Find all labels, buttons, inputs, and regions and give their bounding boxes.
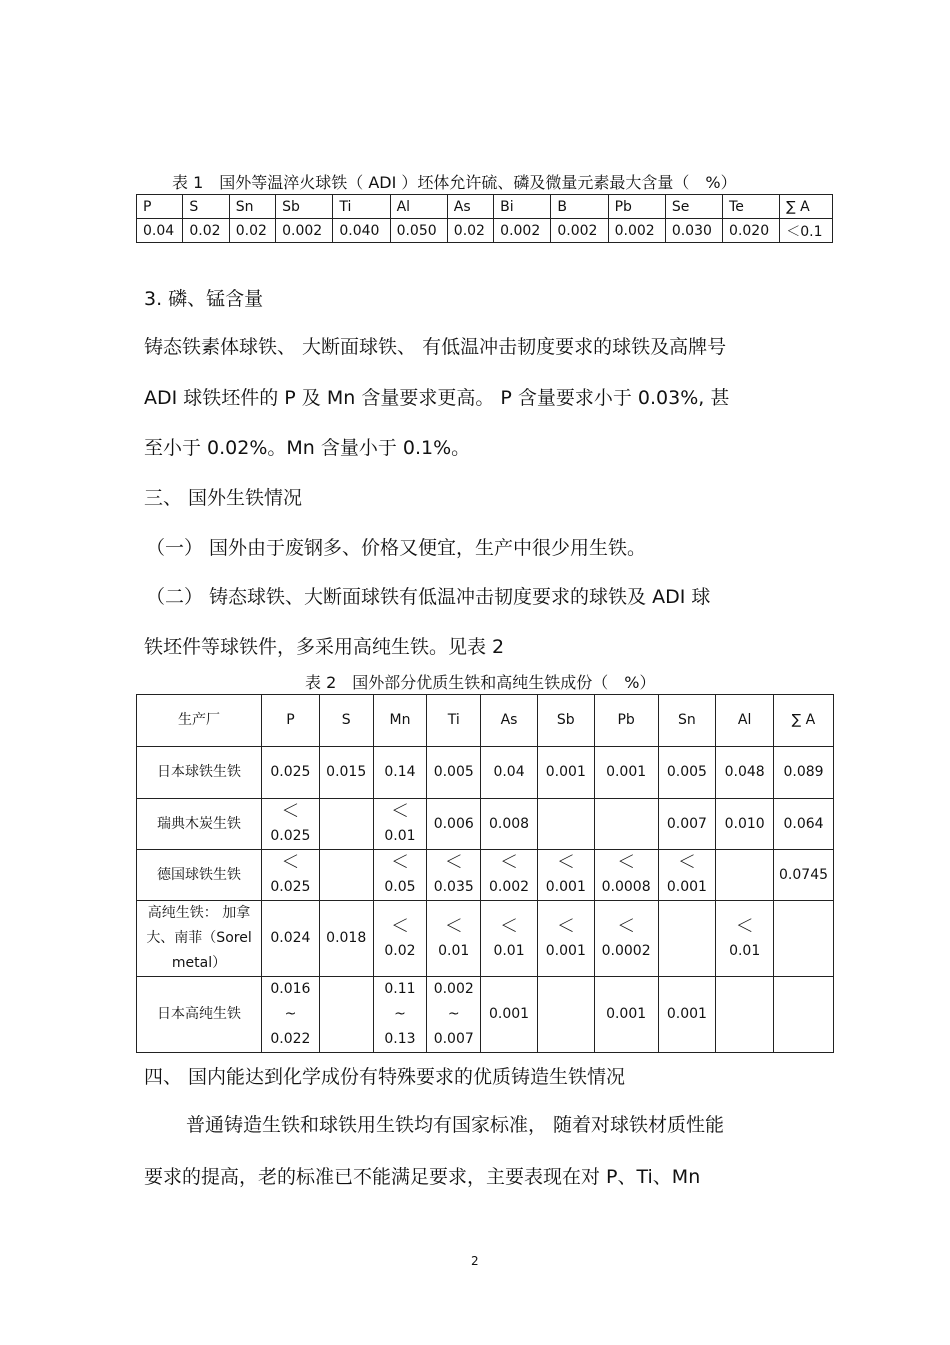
table2-value-cell bbox=[319, 850, 373, 901]
table2-value-cell: 0.11 ~ 0.13 bbox=[373, 977, 427, 1053]
table1-value-cell: 0.030 bbox=[665, 219, 722, 243]
table2-value-cell: 0.001 bbox=[537, 747, 594, 799]
table1-header-cell: Sb bbox=[276, 195, 333, 219]
table1-header-cell: Ti bbox=[333, 195, 390, 219]
table2-value-cell: 0.064 bbox=[774, 799, 834, 850]
table1-header-cell: Sn bbox=[229, 195, 275, 219]
table1-header-cell: Pb bbox=[608, 195, 665, 219]
table2-value-cell: 0.0745 bbox=[774, 850, 834, 901]
table2-value-cell: 0.001 bbox=[594, 747, 658, 799]
table2-value-cell bbox=[774, 977, 834, 1053]
table1-value-cell: 0.002 bbox=[494, 219, 551, 243]
table1-value-cell: ＜0.1 bbox=[780, 219, 833, 243]
table2-producer-cell: 德国球铁生铁 bbox=[137, 850, 262, 901]
table2-row bbox=[137, 747, 834, 799]
table2-value-cell: ＜ 0.01 bbox=[481, 901, 538, 977]
section-three-heading: 三、 国外生铁情况 bbox=[144, 487, 303, 509]
table2-value-cell: ＜ 0.002 bbox=[481, 850, 538, 901]
section-four-line1: 普通铸造生铁和球铁用生铁均有国家标准， 随着对球铁材质性能 bbox=[186, 1114, 725, 1136]
page-number: 2 bbox=[471, 1254, 479, 1268]
table1-value-cell: 0.050 bbox=[390, 219, 447, 243]
table2-value-cell: ＜ 0.0002 bbox=[594, 901, 658, 977]
table1-header-cell: Se bbox=[665, 195, 722, 219]
table2-value-cell: 0.001 bbox=[658, 977, 716, 1053]
table2-value-cell: 0.015 bbox=[319, 747, 373, 799]
table2-header-cell: As bbox=[481, 695, 538, 747]
table2-producer-cell: 日本高纯生铁 bbox=[137, 977, 262, 1053]
section3-heading: 3. 磷、锰含量 bbox=[144, 288, 264, 310]
table2-value-cell: 0.048 bbox=[716, 747, 774, 799]
table2-value-cell: 0.002 ~ 0.007 bbox=[427, 977, 481, 1053]
table2-value-cell bbox=[594, 799, 658, 850]
table2-header-cell: Sb bbox=[537, 695, 594, 747]
table1-header-cell: Al bbox=[390, 195, 447, 219]
table2-header-cell: 生产厂 bbox=[137, 695, 262, 747]
table2-value-cell: ＜ 0.001 bbox=[537, 901, 594, 977]
table1-value-cell: 0.040 bbox=[333, 219, 390, 243]
table2-value-cell: 0.001 bbox=[481, 977, 538, 1053]
table2-value-cell: ＜ 0.025 bbox=[262, 850, 320, 901]
table2-value-cell bbox=[537, 977, 594, 1053]
section-four-heading: 四、 国内能达到化学成份有特殊要求的优质铸造生铁情况 bbox=[144, 1066, 626, 1088]
table1-value-row bbox=[137, 219, 833, 243]
table2-caption: 表 2 国外部分优质生铁和高纯生铁成份（ %） bbox=[305, 673, 656, 692]
table2-row bbox=[137, 977, 834, 1053]
table1-header-cell: ∑ A bbox=[780, 195, 833, 219]
table1-caption: 表 1 国外等温淬火球铁（ ADI ）坯体允许硫、磷及微量元素最大含量（ %） bbox=[172, 173, 737, 192]
table1-header-row bbox=[137, 195, 833, 219]
table2-value-cell bbox=[716, 850, 774, 901]
table2-value-cell: 0.024 bbox=[262, 901, 320, 977]
table2-value-cell: ＜ 0.0008 bbox=[594, 850, 658, 901]
table2 bbox=[136, 694, 834, 1053]
section-three-item2-cont: 铁坯件等球铁件，多采用高纯生铁。见表 2 bbox=[144, 636, 505, 658]
table1-header-cell: B bbox=[551, 195, 608, 219]
table2-value-cell: 0.04 bbox=[481, 747, 538, 799]
section3-line: 至小于 0.02%。Mn 含量小于 0.1%。 bbox=[144, 437, 471, 459]
table2-row bbox=[137, 799, 834, 850]
table1-value-cell: 0.02 bbox=[183, 219, 229, 243]
table2-value-cell: ＜ 0.035 bbox=[427, 850, 481, 901]
table2-row bbox=[137, 901, 834, 977]
table1-value-cell: 0.002 bbox=[551, 219, 608, 243]
table2-value-cell: ＜ 0.01 bbox=[716, 901, 774, 977]
table2-value-cell: 0.010 bbox=[716, 799, 774, 850]
table2-header-cell: P bbox=[262, 695, 320, 747]
table1-value-cell: 0.02 bbox=[447, 219, 493, 243]
table1-value-cell: 0.002 bbox=[276, 219, 333, 243]
table2-value-cell: 0.025 bbox=[262, 747, 320, 799]
table2-value-cell bbox=[716, 977, 774, 1053]
table2-header-cell: Ti bbox=[427, 695, 481, 747]
table2-value-cell: ＜ 0.02 bbox=[373, 901, 427, 977]
section3-line: 铸态铁素体球铁、 大断面球铁、 有低温冲击韧度要求的球铁及高牌号 bbox=[144, 336, 727, 358]
section-three-item1: （一） 国外由于废钢多、价格又便宜，生产中很少用生铁。 bbox=[146, 537, 647, 559]
table2-header-row bbox=[137, 695, 834, 747]
table1-header-cell: P bbox=[137, 195, 183, 219]
table2-header-cell: Pb bbox=[594, 695, 658, 747]
table1-header-cell: S bbox=[183, 195, 229, 219]
table2-value-cell: 0.006 bbox=[427, 799, 481, 850]
table2-value-cell: ＜ 0.01 bbox=[427, 901, 481, 977]
table2-header-cell: S bbox=[319, 695, 373, 747]
section3-line: ADI 球铁坯件的 P 及 Mn 含量要求更高。 P 含量要求小于 0.03%, 甚 bbox=[144, 387, 730, 409]
table2-value-cell bbox=[319, 977, 373, 1053]
table2-value-cell: 0.001 bbox=[594, 977, 658, 1053]
table1-value-cell: 0.02 bbox=[229, 219, 275, 243]
table2-header-cell: Sn bbox=[658, 695, 716, 747]
table2-value-cell bbox=[319, 799, 373, 850]
table1-value-cell: 0.002 bbox=[608, 219, 665, 243]
table1-header-cell: As bbox=[447, 195, 493, 219]
table2-producer-cell: 日本球铁生铁 bbox=[137, 747, 262, 799]
table2-header-cell: ∑ A bbox=[774, 695, 834, 747]
table2-header-cell: Mn bbox=[373, 695, 427, 747]
table2-value-cell: 0.007 bbox=[658, 799, 716, 850]
table2-value-cell: ＜ 0.01 bbox=[373, 799, 427, 850]
table1-header-cell: Te bbox=[723, 195, 780, 219]
table2-value-cell bbox=[658, 901, 716, 977]
table2-value-cell: 0.14 bbox=[373, 747, 427, 799]
table2-value-cell: 0.005 bbox=[658, 747, 716, 799]
table2-value-cell: ＜ 0.025 bbox=[262, 799, 320, 850]
table2-producer-cell: 高纯生铁： 加拿 大、南菲（Sorel metal） bbox=[137, 901, 262, 977]
table2-value-cell: ＜ 0.001 bbox=[658, 850, 716, 901]
section-three-item2: （二） 铸态球铁、大断面球铁有低温冲击韧度要求的球铁及 ADI 球 bbox=[146, 586, 711, 608]
table2-value-cell bbox=[774, 901, 834, 977]
table1-value-cell: 0.020 bbox=[723, 219, 780, 243]
table1 bbox=[136, 194, 833, 243]
table2-producer-cell: 瑞典木炭生铁 bbox=[137, 799, 262, 850]
table1-value-cell: 0.04 bbox=[137, 219, 183, 243]
table2-value-cell: 0.089 bbox=[774, 747, 834, 799]
table2-value-cell: 0.005 bbox=[427, 747, 481, 799]
table2-value-cell: ＜ 0.05 bbox=[373, 850, 427, 901]
table2-value-cell: 0.008 bbox=[481, 799, 538, 850]
table2-value-cell: 0.016 ~ 0.022 bbox=[262, 977, 320, 1053]
table1-header-cell: Bi bbox=[494, 195, 551, 219]
table2-value-cell: 0.018 bbox=[319, 901, 373, 977]
table2-value-cell bbox=[537, 799, 594, 850]
table2-row bbox=[137, 850, 834, 901]
table2-value-cell: ＜ 0.001 bbox=[537, 850, 594, 901]
table2-header-cell: Al bbox=[716, 695, 774, 747]
section-four-line2: 要求的提高，老的标准已不能满足要求，主要表现在对 P、Ti、Mn bbox=[144, 1166, 701, 1188]
